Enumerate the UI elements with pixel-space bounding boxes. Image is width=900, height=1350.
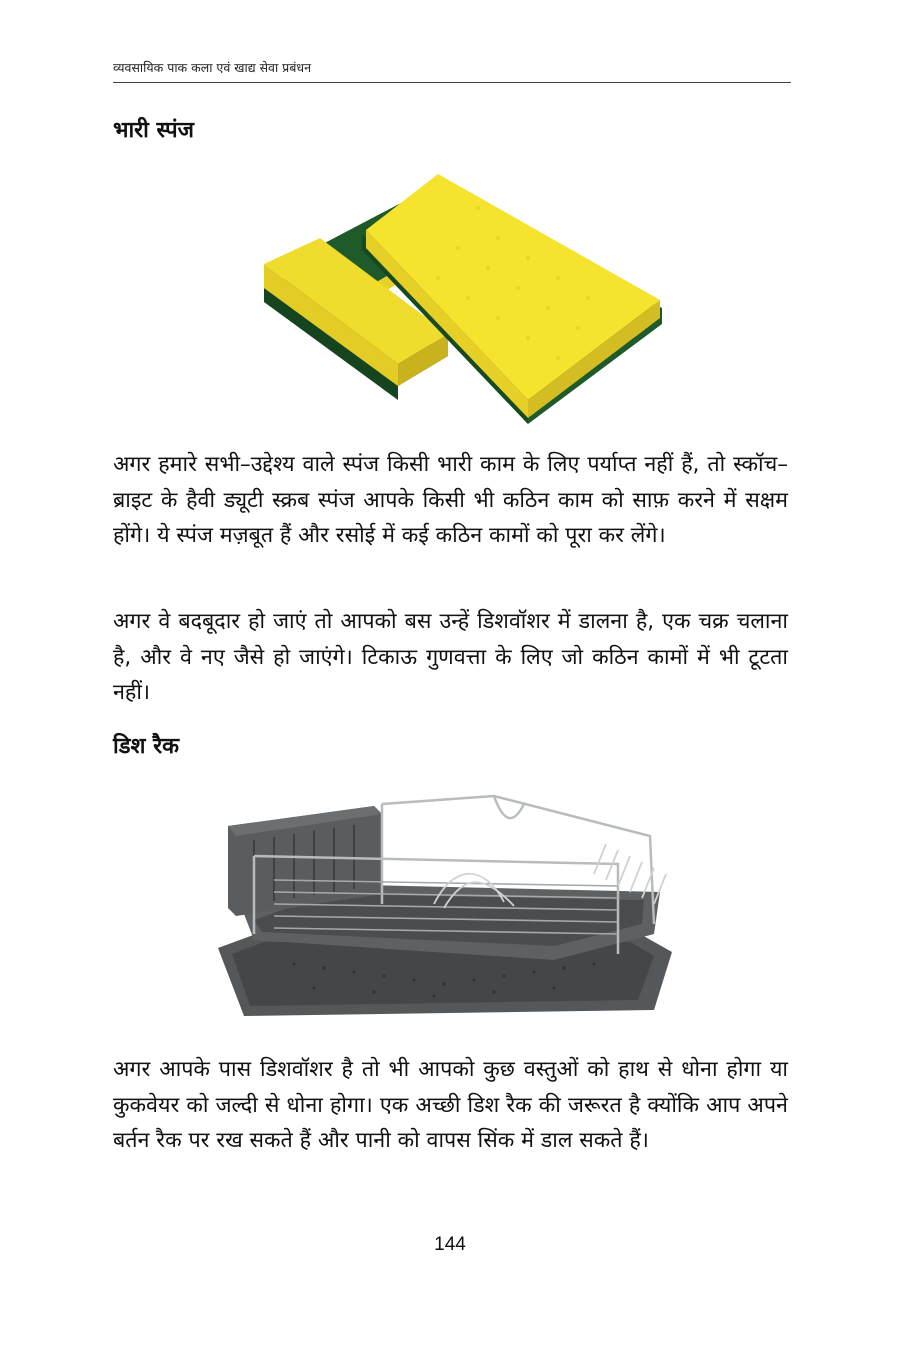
dish-rack-illustration (214, 784, 684, 1024)
paragraph-heavy-sponge-2: अगर वे बदबूदार हो जाएं तो आपको बस उन्हें डिशवॉशर में डालना है, एक चक्र चलाना है, और वे नए जैसे हो जाएंगे। टिकाऊ गुणवत्ता के लिए जो कठिन कामों में भी टूटता नहीं। (113, 609, 788, 705)
running-header: व्यवसायिक पाक कला एवं खाद्य सेवा प्रबंधन (113, 60, 312, 75)
page-number: 144 (434, 1234, 466, 1255)
dish-rack-figure (214, 784, 684, 1024)
paragraph-heavy-sponge-1: अगर हमारे सभी–उद्देश्य वाले स्पंज किसी भारी काम के लिए पर्याप्त नहीं हैं, तो स्कॉच–ब्राइट के हैवी ड्यूटी स्क्रब स्पंज आपके किसी भी कठिन काम को साफ़ करने में सक्षम होंगे। ये स्पंज मज़बूत हैं और रसोई में कई कठिन कामों को पूरा कर लेंगे। (113, 452, 788, 548)
section-heading-dish-rack: डिश रैक (113, 734, 179, 759)
paragraph-dish-rack: अगर आपके पास डिशवॉशर है तो भी आपको कुछ वस्तुओं को हाथ से धोना होगा या कुकवेयर को जल्दी से धोना होगा। एक अच्छी डिश रैक की जरूरत है क्योंकि आप अपने बर्तन रैक पर रख सकते हैं और पानी को वापस सिंक में डाल सकते हैं। (113, 1057, 788, 1153)
sponge-figure (258, 138, 668, 428)
header-divider (113, 82, 791, 83)
section-heading-heavy-sponge: भारी स्पंज (113, 118, 194, 143)
scrub-sponges-illustration (258, 138, 668, 428)
